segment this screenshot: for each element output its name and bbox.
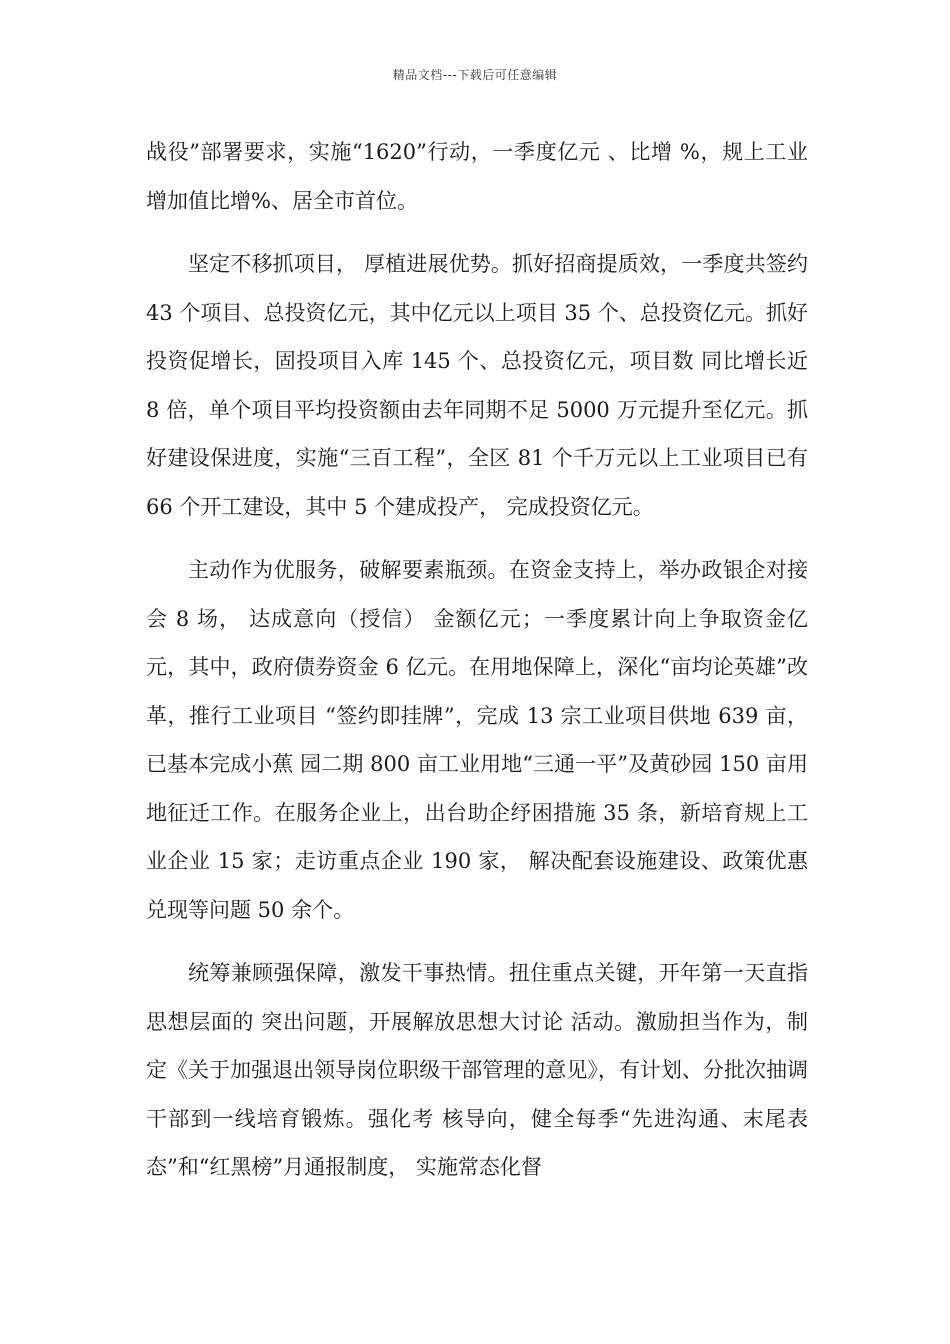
page-header: 精品文档---下载后可任意编辑 [392,68,558,82]
paragraph-3: 主动作为优服务，破解要素瓶颈。在资金支持上，举办政银企对接会 8 场， 达成意向（授信） 金额亿元；一季度累计向上争取资金亿元，其中，政府债券资金 6 亿元。在用地保障上，深化“亩均论英雄”改革，推行工业项目 “签约即挂牌”，完成 13 宗工业项目供地 639 亩，已基本完成小蕉 园二期 800 亩工业用地“三通一平”及黄砂园 150 亩用地征迁工作。在服务企业上，出台助企纾困措施 35 条，新培育规上工业企业 15 家；走访重点企业 190 家， 解决配套设施建设、政策优惠兑现等问题 50 余个。 [146,558,808,922]
document-body [146,128,808,1192]
paragraph-1: 战役”部署要求，实施“1620”行动，一季度亿元 、比增 %，规上工业增加值比增%、居全市首位。 [146,140,808,213]
paragraph-2: 坚定不移抓项目， 厚植进展优势。抓好招商提质效，一季度共签约 43 个项目、总投资亿元，其中亿元以上项目 35 个、总投资亿元。抓好投资促增长，固投项目入库 145 个、总投资亿元，项目数 同比增长近 8 倍，单个项目平均投资额由去年同期不足 5000 万元提升至亿元。抓好建设保进度，实施“三百工程”，全区 81 个千万元以上工业项目已有 66 个开工建设，其中 5 个建成投产， 完成投资亿元。 [146,252,808,519]
paragraph-4: 统筹兼顾强保障，激发干事热情。扭住重点关键，开年第一天直指思想层面的 突出问题，开展解放思想大讨论 活动。激励担当作为，制定《关于加强退出领导岗位职级干部管理的意见》，有计划、分批次抽调干部到一线培育锻炼。强化考 核导向，健全每季“先进沟通、末尾表态”和“红黑榜”月通报制度， 实施常态化督 [146,961,808,1179]
